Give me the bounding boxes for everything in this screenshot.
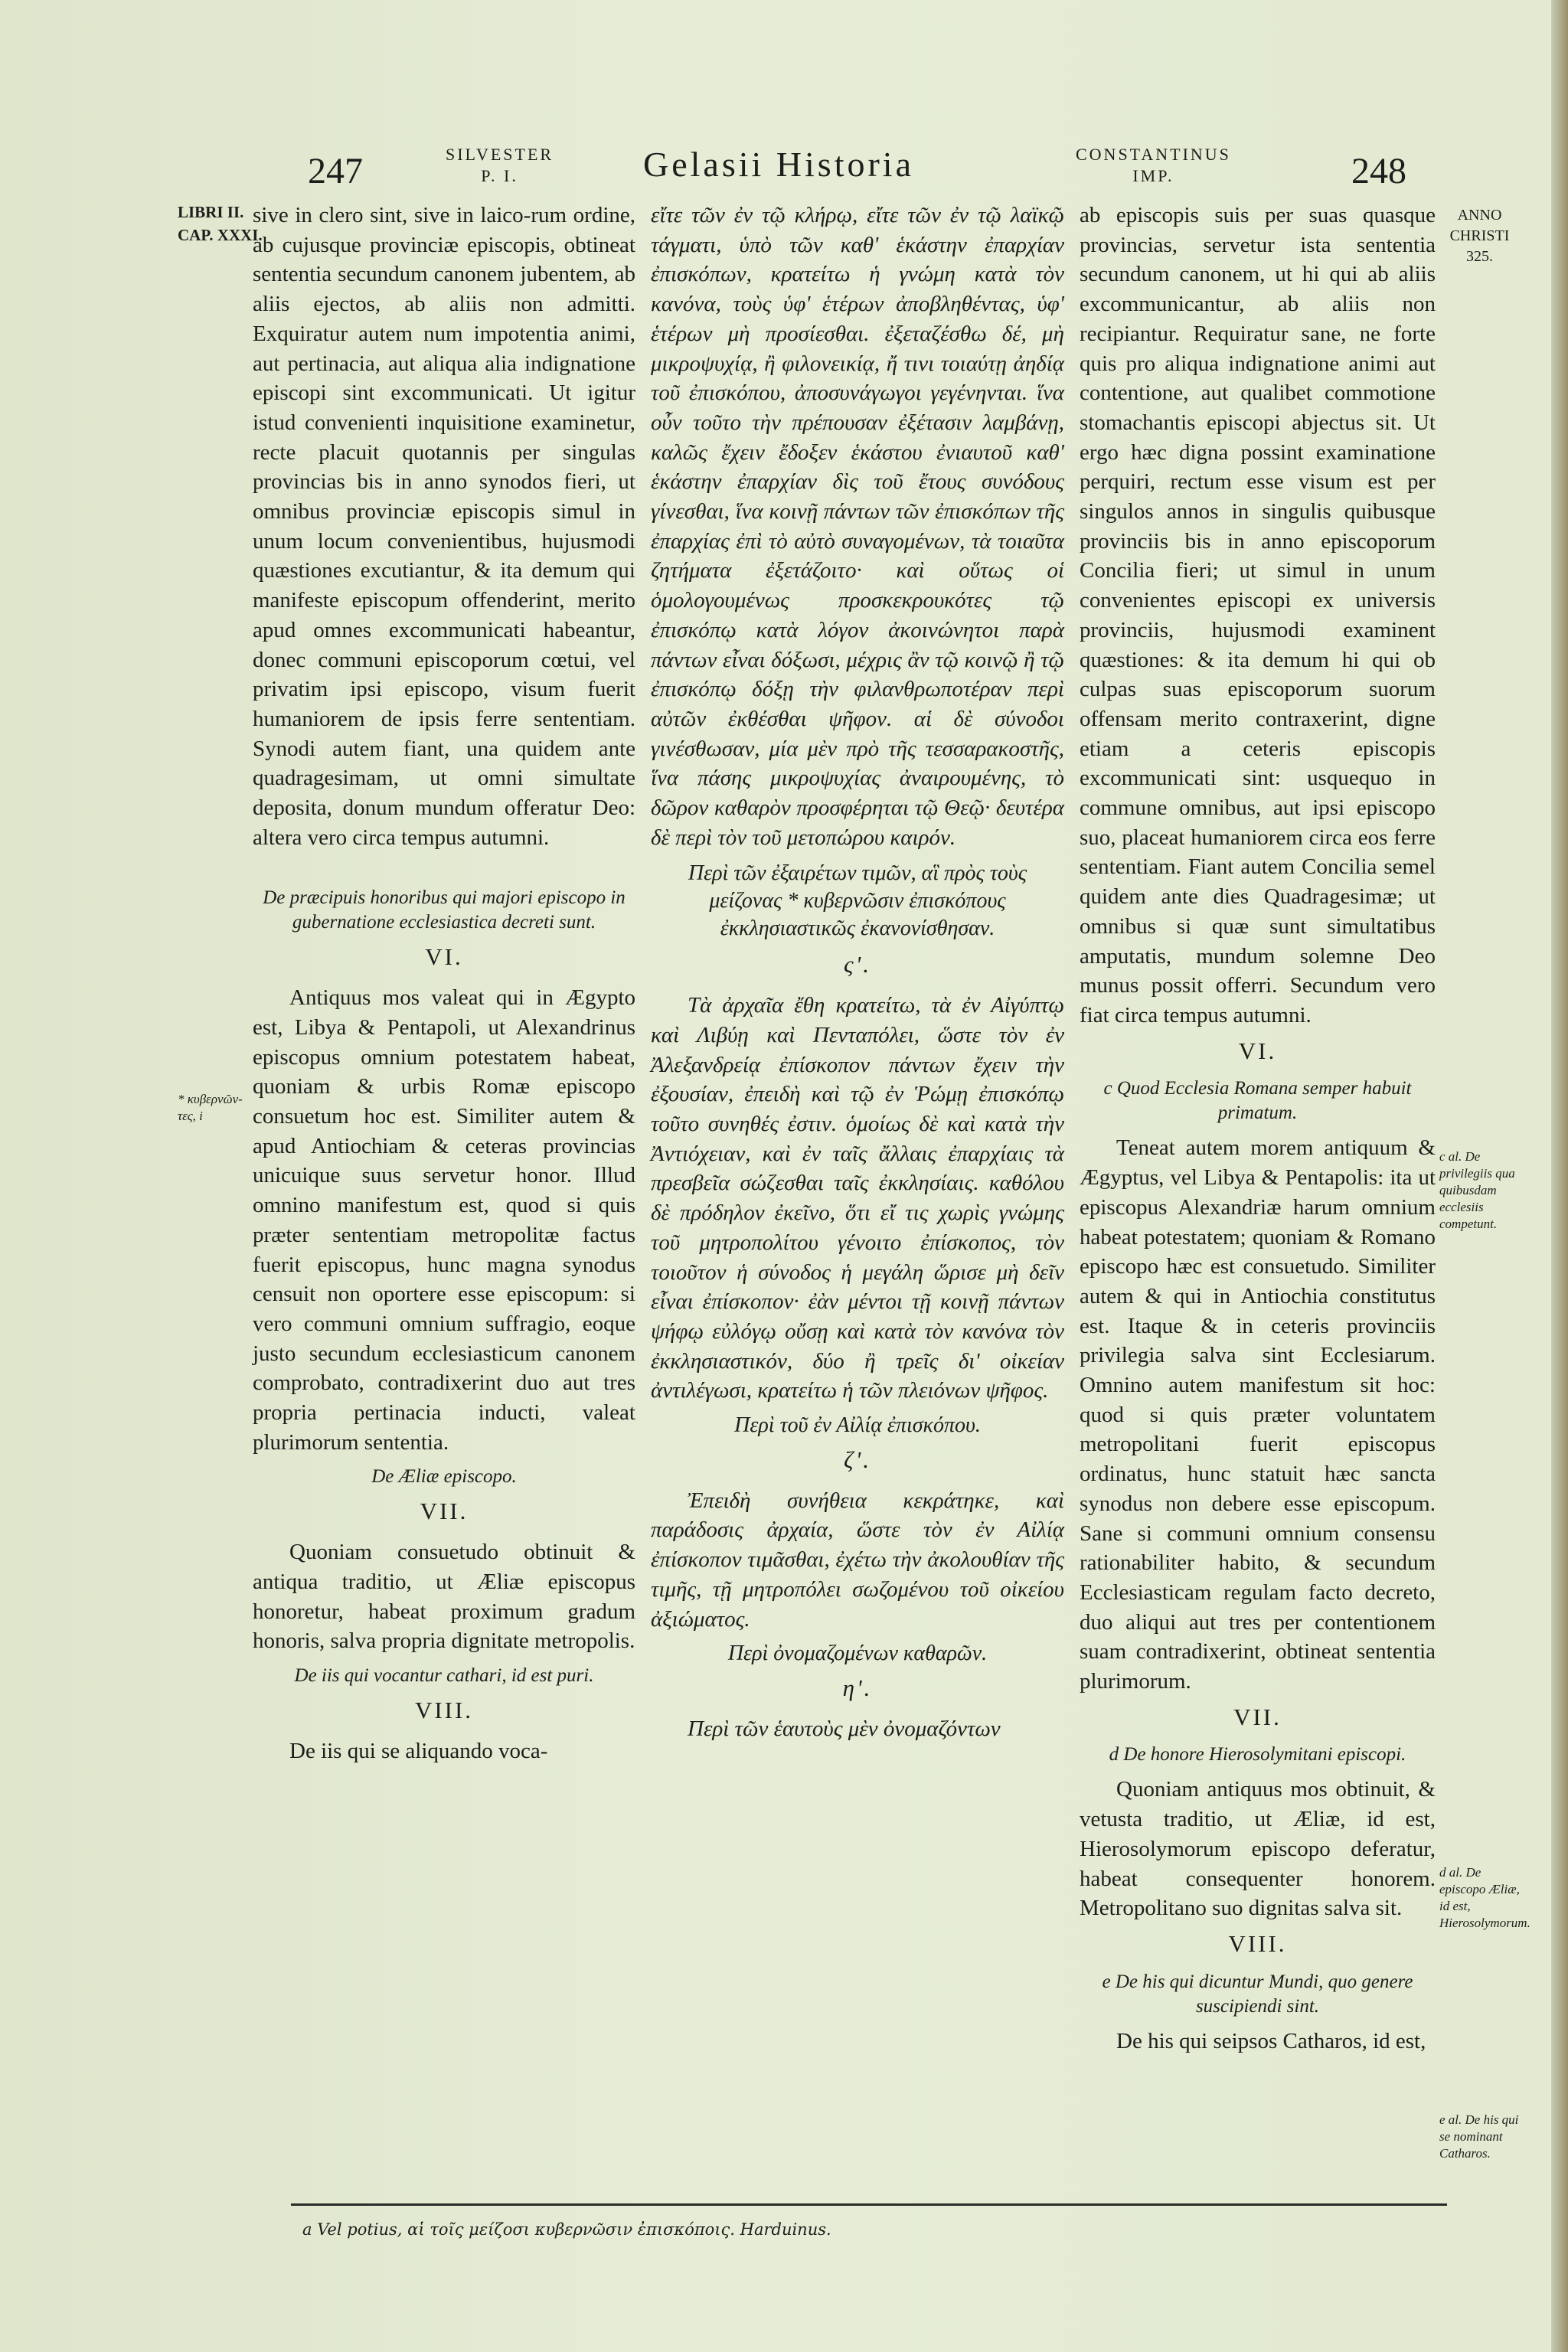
section-number: ς'.	[844, 951, 871, 978]
section-heading: e De his qui dicuntur Mundi, quo genere suscipiendi sint.	[1102, 1971, 1413, 2017]
paragraph: Quoniam consuetudo obtinuit & antiqua traditio, ut Æliæ episcopus honoretur, habeat proximum gradum honoris, salva propria dignitate metropolis.	[253, 1540, 635, 1654]
chapter-marker: CAP. XXXI.	[178, 226, 263, 244]
right-running-subtitle: IMP.	[1132, 166, 1174, 185]
right-page-number: 248	[1351, 151, 1406, 191]
book-marker: LIBRI II.	[178, 203, 244, 221]
footnote-rule	[291, 2203, 1447, 2206]
margin-note-c: c al. De privilegiis qua quibusdam ecclesiis competunt.	[1439, 1149, 1515, 1231]
paragraph: Quoniam antiquus mos obtinuit, & vetusta traditio, ut Æliæ, id est, Hierosolymorum episcopo deferatur, habeat consequenter honorem. Metropolitano suo dignitas salva sit.	[1080, 1777, 1436, 1921]
left-running-head	[446, 144, 554, 187]
paragraph: De his qui seipsos Catharos, id est,	[1116, 2028, 1426, 2053]
section-number: VII.	[420, 1498, 469, 1525]
paragraph: εἴτε τῶν ἐν τῷ κλήρῳ, εἴτε τῶν ἐν τῷ λαϊκῷ τάγματι, ὑπὸ τῶν καθ' ἑκάστην ἐπαρχίαν ἐπισκόπων, κρατείτω ἡ γνώμη κατὰ τὸν κανόνα, τοὺς ὑφ' ἑτέρων ἀποβληθέντας, ὑφ' ἑτέρων μὴ προσίεσθαι. ἐξεταζέσθω δέ, μὴ μικροψυχίᾳ, ἢ φιλονεικίᾳ, ἤ τινι τοιαύτῃ ἀηδίᾳ τοῦ ἐπισκόπου, ἀποσυνάγωγοι γεγένηνται. ἵνα οὖν τοῦτο τὴν πρέπουσαν ἐξέτασιν λαμβάνῃ, καλῶς ἔχειν ἔδοξεν ἑκάστου ἐνιαυτοῦ καθ' ἑκάστην ἐπαρχίαν δὶς τοῦ ἔτους συνόδους γίνεσθαι, ἵνα κοινῇ πάντων τῶν ἐπισκόπων τῆς ἐπαρχίας ἐπὶ τὸ αὐτὸ συναγομένων, τὰ τοιαῦτα ζητήματα ἐξετάζοιτο· καὶ οὕτως οἱ ὁμολογουμένως προσκεκρουκότες τῷ ἐπισκόπῳ κατὰ λόγον ἀκοινώνητοι παρὰ πάντων εἶναι δόξωσι, μέχρις ἂν τῷ κοινῷ ἢ τῷ ἐπισκόπῳ δόξῃ τὴν φιλανθρωποτέραν περὶ αὐτῶν ἐκθέσθαι ψῆφον. αἱ δὲ σύνοδοι γινέσθωσαν, μία μὲν πρὸ τῆς τεσσαρακοστῆς, ἵνα πάσης μικροψυχίας ἀναιρουμένης, τὸ δῶρον καθαρὸν προσφέρηται τῷ Θεῷ· δευτέρα δὲ περὶ τὸν τοῦ μετοπώρου καιρόν.	[651, 203, 1064, 850]
paragraph: Τὰ ἀρχαῖα ἔθη κρατείτω, τὰ ἐν Αἰγύπτῳ καὶ Λιβύῃ καὶ Πενταπόλει, ὥστε τὸν ἐν Ἀλεξανδρείᾳ ἐπίσκοπον πάντων ἔχειν τὴν ἐξουσίαν, ἐπειδὴ καὶ τῷ ἐν Ῥώμῃ ἐπισκόπῳ τοῦτο συνηθές ἐστιν. ὁμοίως δὲ καὶ κατὰ τὴν Ἀντιόχειαν, καὶ ἐν ταῖς ἄλλαις ἐπαρχίαις τὰ πρεσβεῖα σώζεσθαι ταῖς ἐκκλησίαις. καθόλου δὲ πρόδηλον ἐκεῖνο, ὅτι εἴ τις χωρὶς γνώμης τοῦ μητροπολίτου γένοιτο ἐπίσκοπος, τὸν τοιοῦτον ἡ σύνοδος ἡ μεγάλη ὥρισε μὴ δεῖν εἶναι ἐπίσκοπον· ἐὰν μέντοι τῇ κοινῇ πάντων ψήφῳ εὐλόγῳ οὔσῃ καὶ κατὰ τὸν κανόνα τὸν ἐκκλησιαστικόν, δύο ἢ τρεῖς δι' οἰκείαν ἀντιλέγωσι, κρατείτω ἡ τῶν πλειόνων ψῆφος.	[651, 993, 1064, 1403]
paragraph: Περὶ τῶν ἑαυτοὺς μὲν ὀνομαζόντων	[688, 1716, 1001, 1741]
right-running-head	[1076, 144, 1231, 187]
margin-note-asterisk: * κυβερνῶν-τες, i	[178, 1092, 243, 1123]
section-number: VIII.	[1228, 1929, 1287, 1957]
left-page-number: 247	[308, 151, 363, 191]
section-heading: De iis qui vocantur cathari, id est puri.	[294, 1664, 594, 1686]
paragraph: Antiquus mos valeat qui in Ægypto est, Libya & Pentapoli, ut Alexandrinus episcopus omnium potestatem habeat, quoniam & urbis Romæ episcopo consuetum hoc est. Similiter autem & apud Antiochiam & ceteras provincias unicuique suus servetur honor. Illud omnino manifestum est, quod si quis præter sententiam metropolitæ factus fuerit episcopus, hunc magna synodus censuit non oportere esse episcopum: si vero communi omnium suffragio, eoque justo secundum ecclesiasticum canonem comprobato, contradixerint duo aut tres propria pertinacia inducti, valeat plurimorum sententia.	[253, 985, 635, 1455]
year-label-christi: CHRISTI	[1449, 227, 1510, 244]
year-label-anno: ANNO	[1457, 207, 1502, 224]
left-running-title: SILVESTER	[446, 145, 554, 164]
section-heading: c Quod Ecclesia Romana semper habuit primatum.	[1103, 1078, 1412, 1124]
section-number: VI.	[1238, 1037, 1277, 1064]
left-running-subtitle: P. I.	[481, 166, 518, 185]
section-heading: De Æliæ episcopo.	[371, 1466, 517, 1488]
section-number: VI.	[425, 943, 463, 971]
latin-column-right	[1080, 201, 1436, 2056]
year-value: 325.	[1466, 248, 1493, 265]
margin-note-d: d al. De episcopo Æliæ, id est, Hierosolymorum.	[1439, 1865, 1530, 1930]
paragraph: Ἐπειδὴ συνήθεια κεκράτηκε, καὶ παράδοσις ἀρχαία, ὥστε τὸν ἐν Αἰλίᾳ ἐπίσκοπον τιμᾶσθαι, ἐχέτω τὴν ἀκολουθίαν τῆς τιμῆς, τῇ μητροπόλει σωζομένου τοῦ οἰκείου ἀξιώματος.	[651, 1488, 1064, 1632]
paragraph: sive in clero sint, sive in laico-rum ordine, ab cujusque provinciæ episcopis, obtineat sententia secundum canonem jubentem, ab aliis ejectos, ab aliis non admitti. Exquiratur autem num impotentia animi, aut pertinacia, aut aliqua alia indignatione episcopi sint excommunicati. Ut igitur istud convenienti inquisitione examinetur, recte placuit quotannis per singulas provincias bis in anno synodos fieri, ut omnibus provinciæ episcopis simul in unum locum convenientibus, hujusmodi quæstiones excutiantur, & ita demum qui manifeste episcopum offenderint, merito apud omnes excommunicati habeantur, donec communi episcoporum cœtui, vel privatim ipsi episcopo, visum fuerit humaniorem de ipsis ferre sententiam. Synodi autem fiant, una quidem ante quadragesimam, ut omni simultate deposita, donum mundum offeratur Deo: altera vero circa tempus autumni.	[253, 203, 635, 850]
margin-note-e: e al. De his qui se nominant Catharos.	[1439, 2112, 1519, 2161]
section-heading: d De honore Hierosolymitani episcopi.	[1109, 1744, 1406, 1766]
year-marker	[1439, 205, 1520, 267]
section-heading: Περὶ τοῦ ἐν Αἰλίᾳ ἐπισκόπου.	[734, 1413, 981, 1438]
section-heading: Περὶ τῶν ἐξαιρέτων τιμῶν, αἳ πρὸς τοὺς μείζονας * κυβερνῶσιν ἐπισκόπους ἐκκλησιαστικῶς ἐκανονίσθησαν.	[688, 861, 1027, 941]
page-title: Gelasii Historia	[643, 145, 914, 184]
right-running-title: CONSTANTINUS	[1076, 145, 1231, 164]
section-number: VII.	[1233, 1703, 1282, 1730]
book-spine	[1551, 0, 1568, 2352]
paragraph: ab episcopis suis per suas quasque provincias, servetur ista sententia secundum canonem, ut hi qui ab aliis excommunicantur, ab aliis non recipiantur. Requiratur sane, ne forte quis pro aliqua indignatione animi aut contentione, aut qualibet commotione stomachantis episcopi abjectus sit. Ut ergo hæc digna possint examinatione perquiri, rectum esse visum est per singulos annos in singulis quibusque provinciis bis in anno episcoporum Concilia fieri; ut simul in unum convenientes episcopi ex universis provinciis, hujusmodi examinent quæstiones: & ita demum hi qui ob culpas suas episcoporum suorum offensam merito contraxerint, digne etiam a ceteris episcopis excommunicati sint: usquequo in commune omnibus, aut ipsi episcopo suo, placeat humaniorem circa eos ferre sententiam. Fiant autem Concilia semel quidem ante dies Quadragesimæ; ut omnibus si quæ sunt simultatibus amputatis, mundum solemne Deo munus possit offerri. Secundum vero fiat circa tempus autumni.	[1080, 203, 1436, 1027]
section-heading: Περὶ ὀνομαζομένων καθαρῶν.	[727, 1642, 988, 1666]
footnote: a Vel potius, αἱ τοῖς μείζοσι κυβερνῶσιν ἐπισκόποις. Harduinus.	[302, 2220, 831, 2239]
latin-column-left	[253, 201, 635, 1766]
section-heading: De præcipuis honoribus qui majori episcopo in gubernatione ecclesiastica decreti sunt.	[263, 887, 626, 933]
section-number: ζ'.	[844, 1446, 871, 1474]
paragraph: Teneat autem morem antiquum & Ægyptus, vel Libya & Pentapolis: ita ut episcopus Alexandriæ harum omnium habeat potestatem; quoniam & Romano episcopo hæc est consuetudo. Similiter autem & qui in Antiochia constitutus est. Itaque & in ceteris provinciis privilegia salva sint Ecclesiarum. Omnino autem manifestum sit hoc: quod si quis præter voluntatem metropolitani fuerit episcopus ordinatus, hunc statuit hæc sancta synodus non debere esse episcopum. Sane si communi omnium consensu rationabiliter habito, & secundum Ecclesiasticam regulam facto decreto, duo aliqui aut tres per contentionem suam contradixerint, obtineat sententia plurimorum.	[1080, 1135, 1436, 1694]
greek-column	[651, 201, 1064, 1744]
paragraph: De iis qui se aliquando voca-	[289, 1738, 548, 1763]
left-margin-marker	[178, 201, 263, 247]
section-number: η'.	[842, 1674, 873, 1702]
section-number: VIII.	[414, 1696, 474, 1723]
